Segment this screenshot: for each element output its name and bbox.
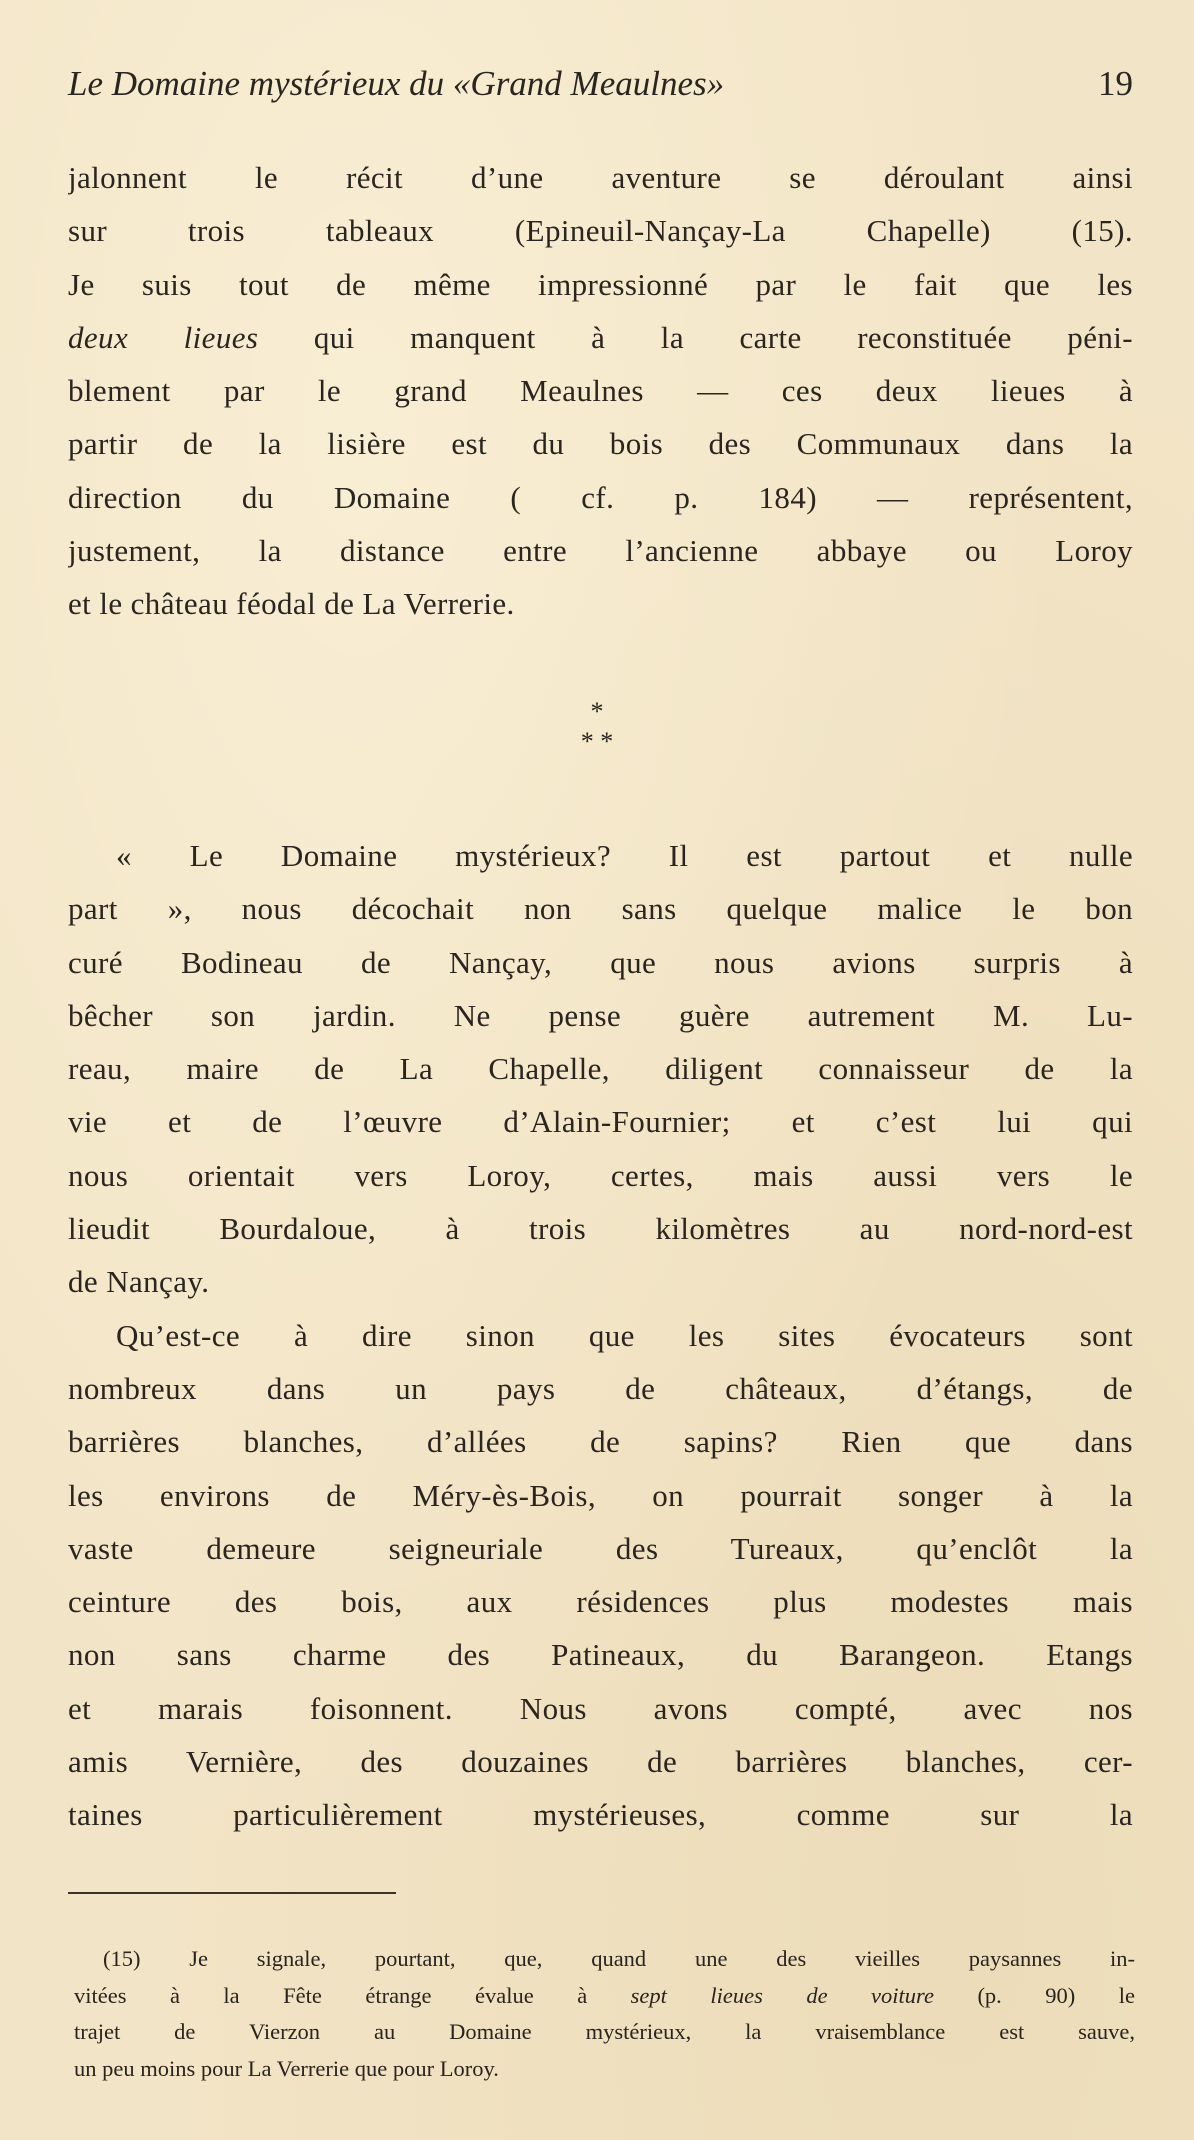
asterism — [0, 697, 1194, 757]
text-line — [74, 2051, 1135, 2088]
text-segment: non sans charme des Patineaux, du Barangeon. Etangs — [68, 1637, 1133, 1673]
text-line — [68, 936, 1133, 989]
text-line — [68, 1522, 1133, 1575]
paragraph-1 — [68, 151, 1133, 631]
italic-text: sept lieues de voiture — [630, 1982, 934, 2008]
text-line — [68, 364, 1133, 417]
text-segment: amis Vernière, des douzaines de barrières blanches, cer- — [68, 1744, 1133, 1780]
text-line — [68, 577, 1133, 630]
asterism-bottom: * * — [580, 727, 614, 756]
text-line — [68, 1469, 1133, 1522]
text-segment: part », nous décochait non sans quelque malice le bon — [68, 891, 1133, 927]
text-segment: de Nançay. — [68, 1264, 210, 1300]
text-segment: direction du Domaine ( cf. p. 184) — représentent, — [68, 479, 1133, 515]
text-line — [68, 829, 1133, 882]
asterism-top: * — [590, 697, 604, 726]
text-segment: blement par le grand Meaulnes — ces deux lieues à — [68, 373, 1133, 409]
text-segment: justement, la distance entre l’ancienne abbaye ou Loroy — [68, 533, 1133, 569]
text-segment: un peu moins pour La Verrerie que pour Loroy. — [74, 2055, 499, 2081]
text-line — [68, 1628, 1133, 1681]
footnote — [74, 1941, 1135, 2087]
text-segment: qui manquent à la carte reconstituée péni- — [258, 319, 1133, 355]
text-segment: (15) Je signale, pourtant, que, quand une des vieilles paysannes in- — [103, 1946, 1135, 1971]
text-line — [68, 1788, 1133, 1841]
text-segment: vie et de l’œuvre d’Alain-Fournier; et c’est lui qui — [68, 1104, 1133, 1140]
text-segment: lieudit Bourdaloue, à trois kilomètres au nord-nord-est — [68, 1211, 1133, 1247]
text-line — [68, 1575, 1133, 1628]
text-line — [68, 1149, 1133, 1202]
text-segment: trajet de Vierzon au Domaine mystérieux, la vraisemblance est sauve, — [74, 2019, 1135, 2044]
text-segment: curé Bodineau de Nançay, que nous avions surpris à — [68, 944, 1133, 980]
text-line — [68, 1095, 1133, 1148]
text-line — [68, 1202, 1133, 1255]
text-segment: sur trois tableaux (Epineuil-Nançay-La Chapelle) (15). — [68, 213, 1133, 249]
text-segment: vaste demeure seigneuriale des Tureaux, qu’enclôt la — [68, 1530, 1133, 1566]
text-segment: et marais foisonnent. Nous avons compté, avec nos — [68, 1690, 1133, 1726]
footnote-rule — [68, 1892, 396, 1894]
text-line — [68, 1255, 1133, 1308]
text-segment: barrières blanches, d’allées de sapins? Rien que dans — [68, 1424, 1133, 1460]
text-segment: bêcher son jardin. Ne pense guère autrement M. Lu- — [68, 997, 1133, 1033]
page-number: 19 — [1098, 64, 1133, 103]
text-segment: reau, maire de La Chapelle, diligent connaisseur de la — [68, 1051, 1133, 1087]
text-line — [68, 258, 1133, 311]
text-segment: nous orientait vers Loroy, certes, mais aussi vers le — [68, 1157, 1133, 1193]
text-line — [74, 1978, 1135, 2015]
text-segment: Je suis tout de même impressionné par le fait que les — [68, 266, 1133, 302]
running-title: Le Domaine mystérieux du «Grand Meaulnes» — [68, 64, 725, 103]
text-segment: jalonnent le récit d’une aventure se déroulant ainsi — [68, 160, 1133, 195]
text-line — [68, 1309, 1133, 1362]
text-segment: ceinture des bois, aux résidences plus modestes mais — [68, 1584, 1133, 1620]
text-line — [68, 471, 1133, 524]
text-line — [68, 1735, 1133, 1788]
text-segment: taines particulièrement mystérieuses, comme sur la — [68, 1797, 1133, 1833]
text-line — [68, 882, 1133, 935]
italic-text: deux lieues — [68, 319, 259, 355]
text-line — [68, 1042, 1133, 1095]
text-line — [74, 2014, 1135, 2051]
text-line — [68, 524, 1133, 577]
text-line — [68, 989, 1133, 1042]
text-line — [68, 151, 1133, 204]
text-segment: Qu’est-ce à dire sinon que les sites évocateurs sont — [116, 1317, 1133, 1353]
text-segment: vitées à la Fête étrange évalue à — [74, 1982, 631, 2008]
text-segment: nombreux dans un pays de châteaux, d’étangs, de — [68, 1370, 1133, 1406]
text-line — [68, 204, 1133, 257]
text-segment: partir de la lisière est du bois des Communaux dans la — [68, 426, 1133, 462]
text-segment: (p. 90) le — [933, 1982, 1135, 2008]
text-line — [68, 1682, 1133, 1735]
text-segment: les environs de Méry-ès-Bois, on pourrait songer à la — [68, 1477, 1133, 1513]
text-line — [74, 1941, 1135, 1978]
text-line — [68, 1362, 1133, 1415]
text-line — [68, 417, 1133, 470]
running-header — [68, 58, 1133, 110]
text-line — [68, 311, 1133, 364]
paragraph-2 — [68, 829, 1133, 1842]
text-segment: et le château féodal de La Verrerie. — [68, 586, 515, 622]
text-line — [68, 1415, 1133, 1468]
text-segment: « Le Domaine mystérieux? Il est partout et nulle — [116, 838, 1133, 873]
